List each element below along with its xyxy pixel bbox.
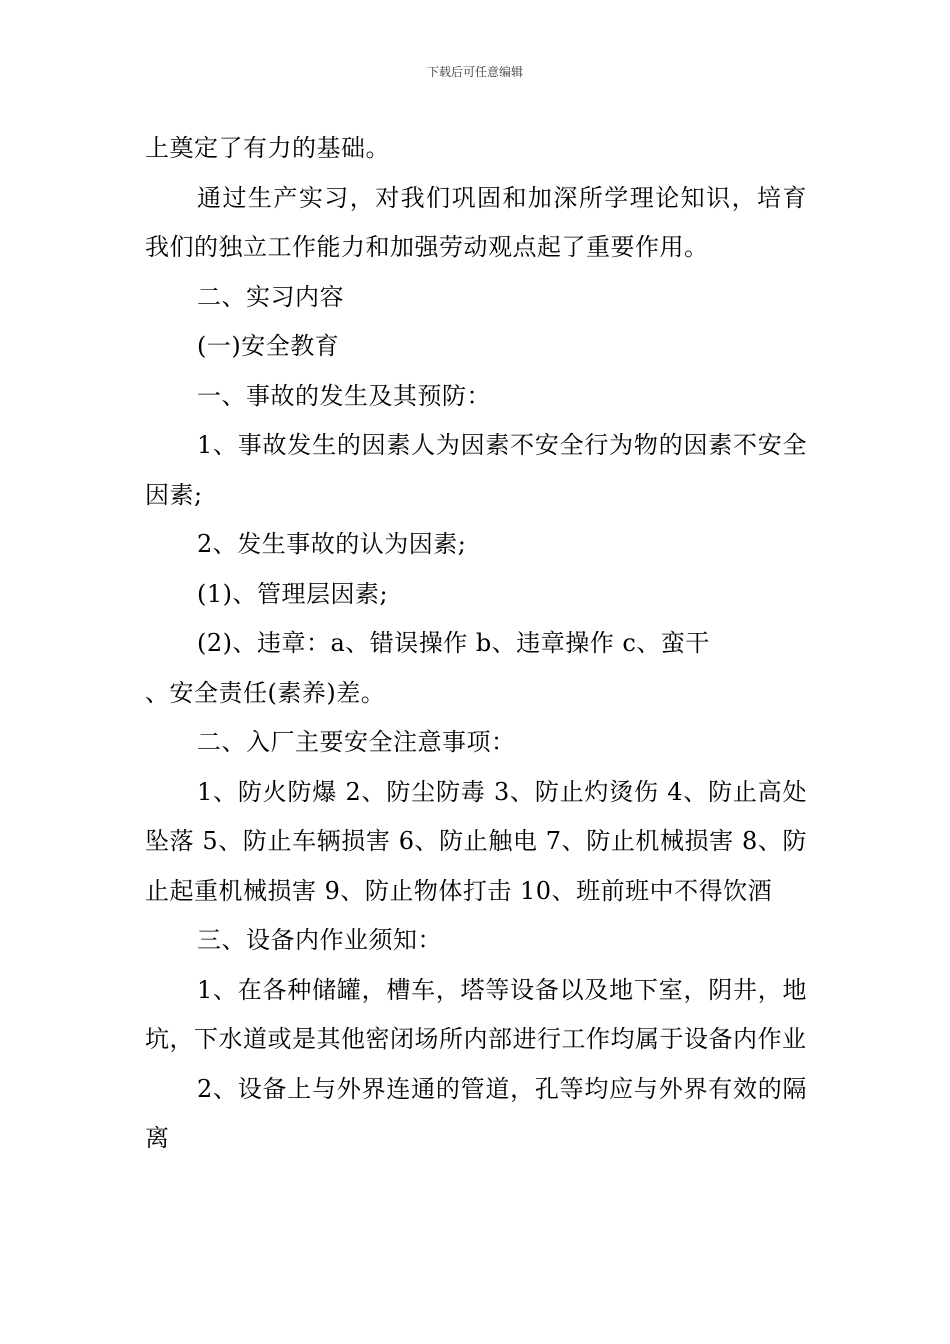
heading-accident-prevention: 一、事故的发生及其预防：: [197, 381, 491, 410]
heading-safety-education: (一)安全教育: [197, 332, 340, 360]
paragraph-foundation: 上奠定了有力的基础。: [145, 134, 390, 162]
heading-factory-safety-notes: 二、入厂主要安全注意事项：: [197, 728, 516, 756]
list-item-safety-precautions: 1、防火防爆 2、防尘防毒 3、防止灼烫伤 4、防止高处坠落 5、防止车辆损害 6、防止触电 7、防止机械损害 8、防止起重机械损害 9、防止物体打击 10、班前班中不得饮酒: [145, 777, 807, 905]
list-item-confined-space-definition: 1、在各种储罐，槽车，塔等设备以及地下室，阴井，地坑，下水道或是其他密闭场所内部进行工作均属于设备内作业: [145, 975, 807, 1053]
list-item-management-factors: (1)、管理层因素;: [197, 579, 389, 608]
list-item-pipe-isolation: 2、设备上与外界连通的管道，孔等均应与外界有效的隔离: [145, 1074, 807, 1152]
heading-internship-content: 二、实习内容: [197, 282, 344, 311]
page-header-note: 下载后可任意编辑: [426, 65, 523, 79]
paragraph-internship-purpose: 通过生产实习，对我们巩固和加深所学理论知识，培育我们的独立工作能力和加强劳动观点起了重要作用。: [145, 183, 807, 261]
list-item-accident-factors: 1、事故发生的因素人为因素不安全行为物的因素不安全因素;: [145, 431, 807, 509]
list-item-safety-responsibility: 、安全责任(素养)差。: [145, 678, 386, 707]
list-item-violations: (2)、违章：a、错误操作 b、违章操作 c、蛮干: [197, 629, 710, 657]
document-body: [145, 124, 807, 1164]
list-item-human-factors: 2、发生事故的认为因素;: [197, 530, 467, 558]
heading-equipment-work-notes: 三、设备内作业须知：: [197, 926, 442, 954]
